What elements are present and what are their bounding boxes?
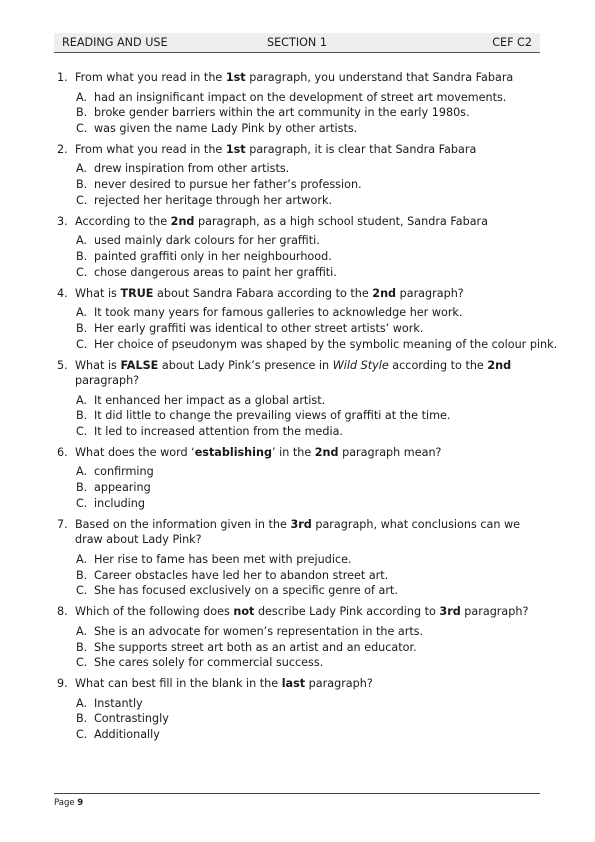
question-number: 6.: [57, 445, 68, 459]
question-item: [57, 142, 537, 209]
answer-option: [76, 121, 537, 137]
option-text: Additionally: [94, 728, 160, 742]
answer-option: [76, 583, 537, 599]
text-segment: paragraph, as a high school student, Sandra Fabara: [194, 214, 489, 228]
option-letter: B.: [76, 568, 88, 582]
text-segment: about Lady Pink’s presence in: [158, 358, 333, 372]
option-letter: A.: [76, 393, 88, 407]
option-letter: C.: [76, 584, 88, 598]
option-text: Instantly: [94, 696, 143, 710]
answer-option: [76, 193, 537, 209]
question-stem: [57, 445, 537, 461]
option-letter: A.: [76, 162, 88, 176]
answer-option: [76, 90, 537, 106]
page-header: [54, 33, 540, 53]
option-letter: A.: [76, 624, 88, 638]
question-stem: [57, 142, 537, 158]
header-section: SECTION 1: [267, 36, 327, 49]
text-segment: From what you read in the: [75, 71, 226, 84]
option-letter: B.: [76, 481, 88, 495]
text-segment: paragraph, you understand that Sandra Fabara: [245, 71, 514, 84]
option-letter: B.: [76, 178, 88, 192]
question-number: 1.: [57, 71, 68, 84]
option-text: It did little to change the prevailing views of graffiti at the time.: [94, 409, 451, 423]
option-letter: C.: [76, 728, 88, 742]
text-segment: According to the: [75, 214, 171, 228]
option-text: used mainly dark colours for her graffiti.: [94, 234, 320, 248]
option-text: chose dangerous areas to paint her graffiti.: [94, 265, 337, 279]
answer-options: [76, 696, 537, 743]
option-text: Contrastingly: [94, 712, 169, 726]
emphasis-text: 2nd: [314, 445, 339, 459]
question-item: [57, 604, 537, 671]
option-letter: C.: [76, 497, 88, 511]
question-item: [57, 70, 537, 137]
text-segment: What can best fill in the blank in the: [75, 677, 282, 691]
answer-option: [76, 696, 537, 712]
question-item: [57, 358, 537, 440]
answer-option: [76, 711, 537, 727]
question-item: [57, 214, 537, 281]
option-text: Her choice of pseudonym was shaped by the symbolic meaning of the colour pink.: [94, 337, 558, 351]
option-text: drew inspiration from other artists.: [94, 162, 290, 176]
option-letter: B.: [76, 640, 88, 654]
option-letter: C.: [76, 122, 88, 136]
text-segment: paragraph, what conclusions can we draw about Lady Pink?: [75, 517, 521, 547]
question-stem: [57, 286, 537, 302]
answer-option: [76, 727, 537, 743]
question-number: 2.: [57, 142, 68, 156]
option-text: Her early graffiti was identical to other street artists’ work.: [94, 321, 424, 335]
text-segment: describe Lady Pink according to: [254, 605, 440, 619]
option-letter: C.: [76, 265, 88, 279]
option-text: She has focused exclusively on a specific genre of art.: [94, 584, 398, 598]
answer-option: [76, 393, 537, 409]
answer-option: [76, 464, 537, 480]
answer-options: [76, 161, 537, 208]
option-text: was given the name Lady Pink by other artists.: [94, 122, 358, 136]
text-segment: Which of the following does: [75, 605, 234, 619]
option-letter: A.: [76, 552, 88, 566]
page-footer: [54, 793, 540, 808]
option-text: had an insignificant impact on the development of street art movements.: [94, 90, 507, 104]
option-text: She cares solely for commercial success.: [94, 656, 324, 670]
answer-option: [76, 177, 537, 193]
answer-option: [76, 105, 537, 121]
option-text: confirming: [94, 465, 154, 479]
option-text: rejected her heritage through her artwork.: [94, 193, 333, 207]
emphasis-text: 2nd: [487, 358, 512, 372]
footer-page-number: 9: [77, 798, 84, 808]
answer-option: [76, 552, 537, 568]
option-letter: C.: [76, 193, 88, 207]
question-item: [57, 517, 537, 599]
option-text: painted graffiti only in her neighbourhood.: [94, 250, 332, 264]
question-stem: [57, 70, 537, 86]
option-letter: A.: [76, 306, 88, 320]
answer-option: [76, 640, 537, 656]
text-segment: Based on the information given in the: [75, 517, 291, 531]
option-letter: B.: [76, 321, 88, 335]
footer-page-label: Page: [54, 798, 75, 808]
question-text: [75, 676, 537, 692]
option-text: It enhanced her impact as a global artist.: [94, 393, 326, 407]
text-segment: From what you read in the: [75, 142, 226, 156]
answer-options: [76, 90, 537, 137]
answer-option: [76, 408, 537, 424]
question-text: [75, 445, 537, 461]
option-letter: C.: [76, 425, 88, 439]
text-segment: paragraph?: [305, 677, 373, 691]
emphasis-text: establishing: [194, 445, 272, 459]
question-text: [75, 142, 537, 158]
answer-option: [76, 161, 537, 177]
question-item: [57, 445, 537, 512]
question-item: [57, 286, 558, 353]
question-text: [75, 286, 537, 302]
answer-options: [76, 624, 537, 671]
question-number: 4.: [57, 286, 68, 300]
text-segment: What is: [75, 358, 121, 372]
emphasis-text: 1st: [225, 142, 246, 156]
answer-option: [76, 655, 537, 671]
answer-option: [76, 321, 537, 337]
question-stem: [57, 358, 537, 389]
question-number: 9.: [57, 677, 68, 691]
question-text: [75, 517, 537, 548]
answer-options: [76, 552, 537, 599]
option-text: She is an advocate for women’s representation in the arts.: [94, 624, 424, 638]
option-text: Career obstacles have led her to abandon street art.: [94, 568, 389, 582]
option-letter: C.: [76, 337, 88, 351]
option-letter: A.: [76, 696, 88, 710]
question-text: [75, 358, 537, 389]
option-letter: A.: [76, 234, 88, 248]
text-segment: paragraph, it is clear that Sandra Fabara: [245, 142, 477, 156]
question-list: [57, 70, 558, 748]
header-level: CEF C2: [492, 36, 532, 49]
option-text: She supports street art both as an artist and an educator.: [94, 640, 417, 654]
answer-option: [76, 305, 537, 321]
question-number: 5.: [57, 358, 68, 372]
question-stem: [57, 214, 537, 230]
answer-option: [76, 249, 537, 265]
question-number: 8.: [57, 605, 68, 619]
option-text: Her rise to fame has been met with prejudice.: [94, 552, 352, 566]
answer-option: [76, 265, 537, 281]
question-stem: [57, 676, 537, 692]
emphasis-text: not: [233, 605, 255, 619]
text-segment: according to the: [388, 358, 488, 372]
option-letter: A.: [76, 90, 88, 104]
text-segment: paragraph?: [75, 374, 140, 388]
text-segment: about Sandra Fabara according to the: [153, 286, 373, 300]
emphasis-text: last: [281, 677, 306, 691]
text-segment: What is: [75, 286, 121, 300]
answer-option: [76, 624, 537, 640]
emphasis-text: 2nd: [170, 214, 195, 228]
option-text: appearing: [94, 481, 151, 495]
emphasis-text: TRUE: [120, 286, 154, 300]
emphasis-text: 3rd: [439, 605, 461, 619]
option-letter: B.: [76, 250, 88, 264]
answer-options: [76, 393, 537, 440]
emphasis-text: 1st: [225, 71, 246, 84]
option-text: It took many years for famous galleries to acknowledge her work.: [94, 306, 463, 320]
question-number: 3.: [57, 214, 68, 228]
text-segment: paragraph?: [396, 286, 464, 300]
text-segment: What does the word ‘: [75, 445, 195, 459]
question-item: [57, 676, 537, 743]
question-number: 7.: [57, 517, 68, 531]
question-text: [75, 214, 537, 230]
emphasis-text: FALSE: [120, 358, 159, 372]
text-segment: paragraph?: [460, 605, 529, 619]
question-stem: [57, 517, 537, 548]
option-text: including: [94, 497, 145, 511]
option-text: never desired to pursue her father’s profession.: [94, 178, 362, 192]
answer-option: [76, 337, 558, 353]
option-letter: C.: [76, 656, 88, 670]
option-letter: B.: [76, 106, 88, 120]
text-segment: paragraph mean?: [338, 445, 442, 459]
emphasis-text: 2nd: [372, 286, 397, 300]
question-stem: [57, 604, 537, 620]
question-text: [75, 70, 537, 86]
emphasis-text: 3rd: [290, 517, 312, 531]
option-letter: B.: [76, 712, 88, 726]
header-left: READING AND USE: [62, 36, 168, 49]
answer-options: [76, 464, 537, 511]
question-text: [75, 604, 537, 620]
answer-option: [76, 568, 537, 584]
italic-text: Wild Style: [332, 358, 389, 372]
answer-option: [76, 233, 537, 249]
text-segment: ’ in the: [271, 445, 315, 459]
answer-option: [76, 480, 537, 496]
answer-options: [76, 305, 558, 352]
option-letter: B.: [76, 409, 88, 423]
answer-option: [76, 496, 537, 512]
option-text: broke gender barriers within the art community in the early 1980s.: [94, 106, 470, 120]
answer-option: [76, 424, 537, 440]
option-letter: A.: [76, 465, 88, 479]
option-text: It led to increased attention from the media.: [94, 425, 343, 439]
answer-options: [76, 233, 537, 280]
